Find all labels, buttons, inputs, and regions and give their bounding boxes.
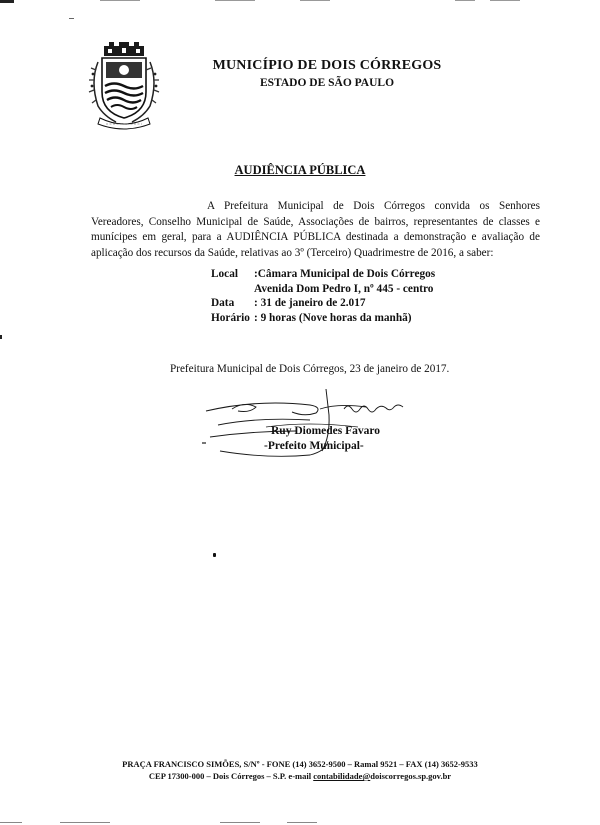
municipality-title: MUNICÍPIO DE DOIS CÓRREGOS [212, 58, 442, 73]
invitation-paragraph: A Prefeitura Municipal de Dois Córregos convida os Senhores Vereadores, Conselho Municipal de Saúde, Associações de bairros, representantes de classes e munícipes em geral, para a AUDIÊNCIA PÚBLICA destinada a demonstração e avaliação de aplicação dos recursos da Saúde, relativas ao 3º (Terceiro) Quadrimestre de 2016, a saber: [91, 200, 540, 259]
document-title: AUDIÊNCIA PÚBLICA [234, 163, 366, 177]
scan-bottom-line [60, 822, 110, 823]
detail-row-time [211, 311, 511, 326]
detail-row-address [211, 282, 511, 297]
local-value: :Câmara Municipal de Dois Córregos [254, 268, 436, 280]
scan-top-line [100, 0, 140, 1]
detail-row-local [211, 267, 511, 282]
local-label: Local [211, 268, 238, 280]
detail-row-date [211, 296, 511, 311]
scan-dot [213, 553, 216, 557]
scan-bottom-line [0, 822, 22, 823]
time-value: : 9 horas (Nove horas da manhã) [254, 311, 412, 324]
time-label: Horário [211, 311, 250, 324]
scan-corner-mark [0, 0, 14, 3]
footer-contact-line [60, 771, 540, 781]
footer-cep-text: CEP 17300-000 – Dois Córregos – S.P. e-mail [148, 771, 314, 781]
scan-top-line [300, 0, 330, 1]
address-value: Avenida Dom Pedro I, nº 445 - centro [254, 282, 434, 295]
signer-name: Ruy Diomedes Favaro [271, 425, 381, 437]
scan-bottom-line [287, 822, 317, 823]
scan-left-tick [0, 335, 2, 339]
event-details [211, 267, 511, 325]
state-subtitle: ESTADO DE SÃO PAULO [259, 77, 395, 89]
scan-speck [69, 18, 74, 19]
scan-top-line [490, 0, 520, 1]
scan-bottom-line [220, 822, 260, 823]
date-value: : 31 de janeiro de 2.017 [254, 297, 366, 309]
footer-address-line: PRAÇA FRANCISCO SIMÕES, S/Nº - FONE (14) 3652-9500 – Ramal 9521 – FAX (14) 3652-9533 [122, 759, 478, 769]
scan-top-line [215, 0, 255, 1]
municipal-coat-of-arms [86, 40, 162, 132]
footer-email-domain[interactable]: doiscorregos.sp.gov.br [370, 771, 452, 781]
date-label: Data [211, 297, 235, 309]
signer-role: -Prefeito Municipal- [264, 440, 364, 452]
place-and-date: Prefeitura Municipal de Dois Córregos, 23 de janeiro de 2017. [170, 363, 450, 375]
scan-top-line [455, 0, 475, 1]
footer-email-user[interactable]: contabilidade@ [313, 771, 371, 781]
